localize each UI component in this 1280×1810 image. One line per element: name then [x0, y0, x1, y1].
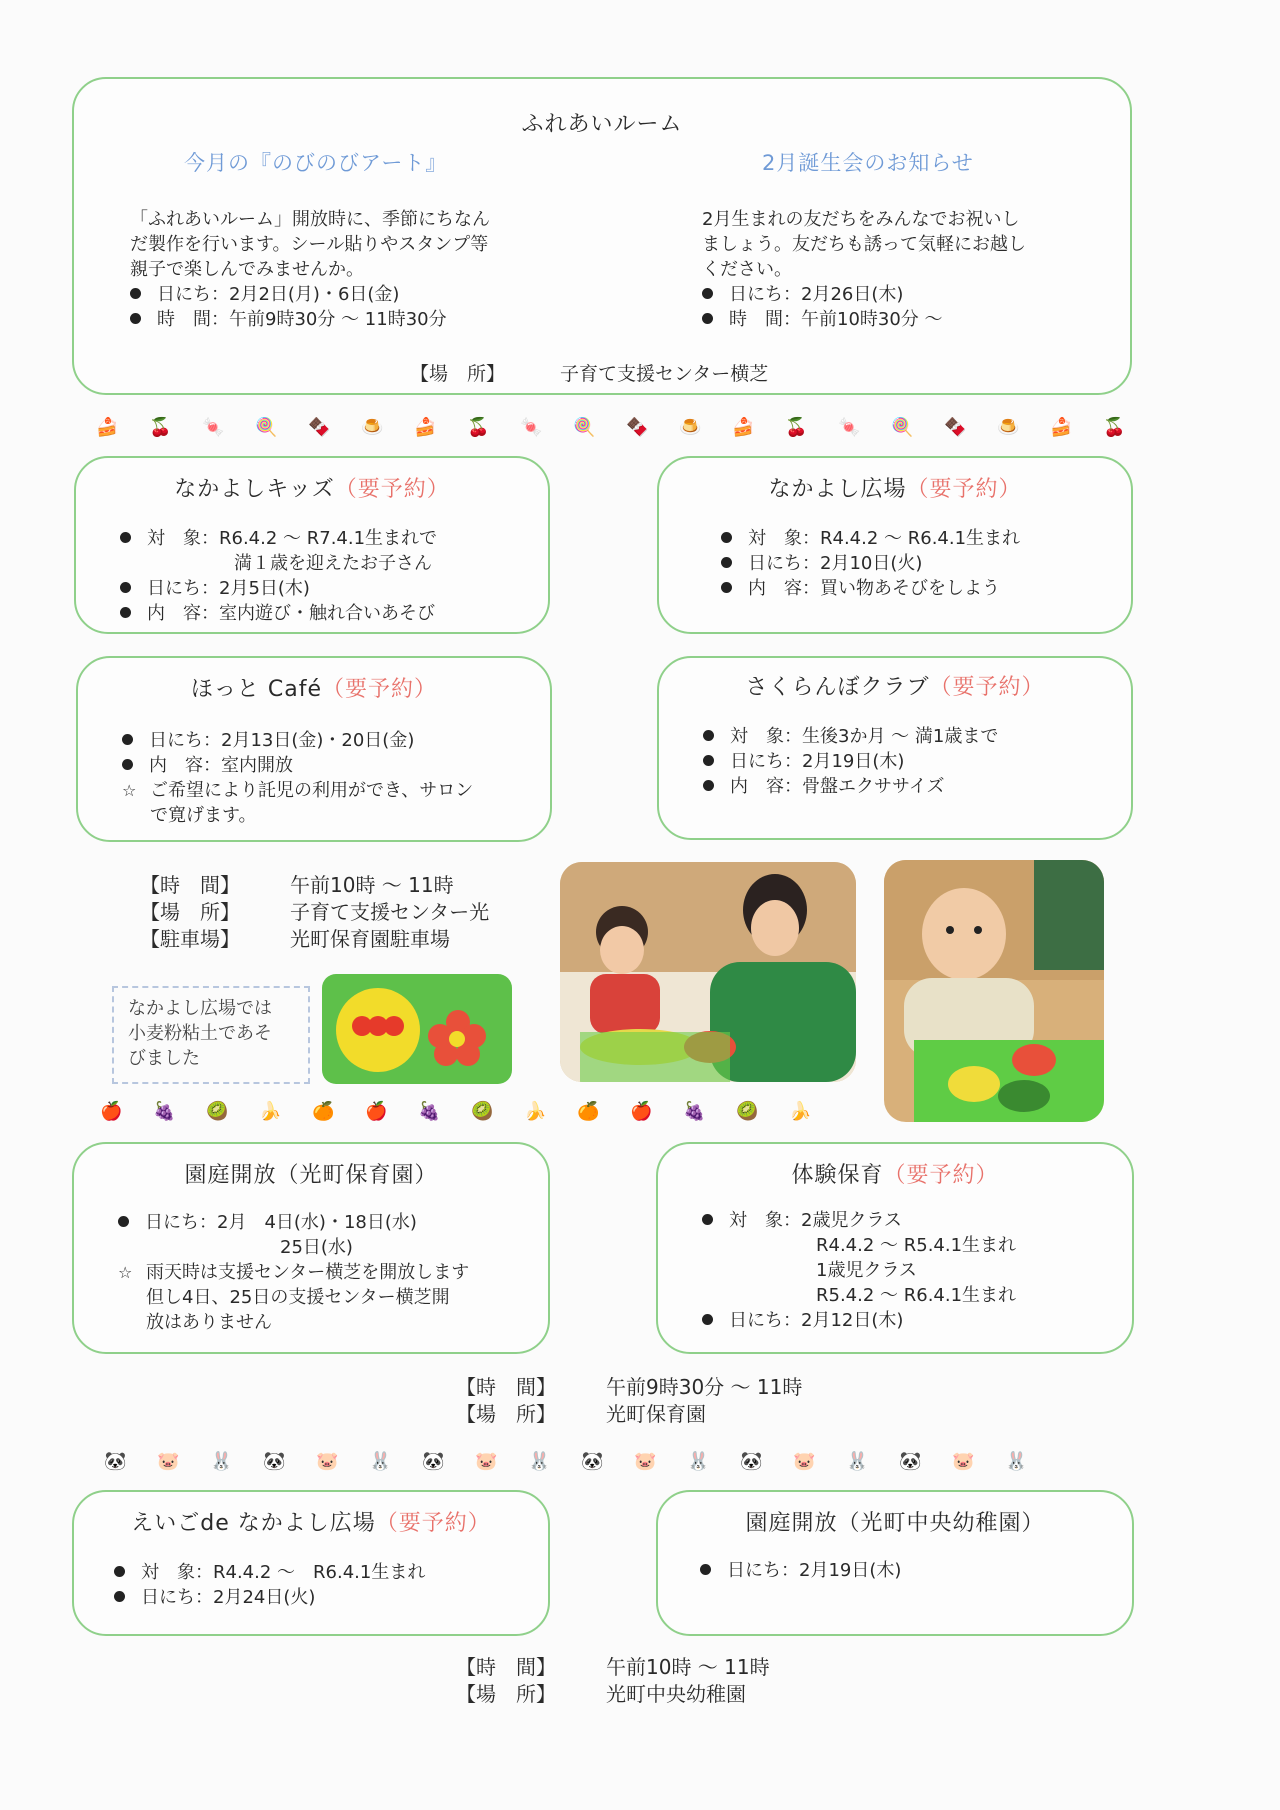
- animal-icon: 🐷: [157, 1451, 180, 1472]
- bullet-icon: [700, 1564, 711, 1575]
- sweets-icon: 🍒: [785, 417, 808, 438]
- sweets-icon: 🍰: [732, 417, 755, 438]
- taiken-hoiku-title: 体験保育（要予約）: [791, 1163, 999, 1188]
- fruit-icon: 🍊: [312, 1101, 335, 1122]
- fruits-decoration-row: [100, 1098, 842, 1126]
- boy-photo: [884, 860, 1104, 1122]
- sweets-icon: 🍭: [573, 417, 596, 438]
- fruit-icon: 🍎: [630, 1101, 653, 1122]
- animal-icon: 🐰: [846, 1451, 869, 1472]
- animal-icon: 🐰: [369, 1451, 392, 1472]
- nakayoshi-hiroba-box: なかよし広場（要予約） 対 象：R4.4.2 ～ R6.4.1生まれ 日にち：2月10日(火) 内 容：買い物あそびをしよう: [657, 456, 1133, 634]
- fruit-icon: 🍌: [789, 1101, 812, 1122]
- sweets-icon: 🍭: [255, 417, 278, 438]
- entei-youchien-title: 園庭開放（光町中央幼稚園）: [745, 1511, 1045, 1536]
- sweets-icon: 🍰: [1050, 417, 1073, 438]
- fruit-icon: 🥝: [736, 1101, 759, 1122]
- mother-child-photo: [560, 862, 856, 1082]
- clay-craft-photo: [322, 974, 512, 1084]
- bullet-icon: [702, 313, 713, 324]
- sweets-icon: 🍭: [891, 417, 914, 438]
- birthday-heading: 2月誕生会のお知らせ: [762, 151, 974, 175]
- bullet-icon: [122, 734, 133, 745]
- nakayoshi-kids-box: なかよしキッズ（要予約） 対 象：R6.4.2 ～ R7.4.1生まれで 満１歳を迎えたお子さん 日にち：2月5日(木) 内 容：室内遊び・触れ合いあそび: [74, 456, 550, 634]
- animal-icon: 🐷: [952, 1451, 975, 1472]
- hotto-cafe-title: ほっと Café（要予約）: [190, 677, 438, 702]
- sweets-icon: 🍮: [997, 417, 1020, 438]
- sweets-decoration-row: [96, 414, 1156, 442]
- nobinobi-art-body: 「ふれあいルーム」開放時に、季節にちなん だ製作を行います。シール貼りやスタンプ等 親子で楽しんでみませんか。 日にち：2月2日(月)・6日(金) 時 間：午前9時30分 ～ 11時30分: [130, 209, 490, 330]
- sweets-icon: 🍫: [944, 417, 967, 438]
- fruit-icon: 🍌: [524, 1101, 547, 1122]
- hoikuen-info: 【時 間】 午前9時30分 ～ 11時 【場 所】 光町保育園: [456, 1375, 803, 1426]
- bullet-icon: [130, 288, 141, 299]
- birthday-body: 2月生まれの友だちをみんなでお祝いし ましょう。友だちも誘って気軽にお越し ください。 日にち：2月26日(木) 時 間：午前10時30分 ～: [702, 209, 1026, 330]
- nakayoshi-hiroba-title: なかよし広場（要予約）: [768, 477, 1022, 502]
- sweets-icon: 🍫: [626, 417, 649, 438]
- sweets-icon: 🍮: [361, 417, 384, 438]
- eigo-nakayoshi-title: えいごde なかよし広場（要予約）: [131, 1511, 491, 1536]
- bullet-icon: [702, 1314, 713, 1325]
- bullet-icon: [114, 1566, 125, 1577]
- fureai-room-title: ふれあいルーム: [521, 112, 683, 137]
- animal-icon: 🐼: [740, 1451, 763, 1472]
- bullet-icon: [702, 288, 713, 299]
- nobinobi-art-heading: 今月の『のびのびアート』: [184, 151, 448, 175]
- sweets-icon: 🍫: [308, 417, 331, 438]
- fruit-icon: 🍇: [418, 1101, 441, 1122]
- bullet-icon: [120, 582, 131, 593]
- clay-photo-caption: なかよし広場では 小麦粉粘土であそ びました: [112, 986, 310, 1084]
- hotto-cafe-box: ほっと Café（要予約） 日にち：2月13日(金)・20日(金) 内 容：室内開放 ☆ ご希望により託児の利用ができ、サロン で寛げます。: [76, 656, 552, 842]
- star-icon: ☆: [122, 781, 137, 800]
- animal-icon: 🐷: [634, 1451, 657, 1472]
- entei-hoikuen-box: 園庭開放（光町保育園） 日にち：2月 4日(水)・18日(水) 25日(水) ☆ 雨天時は支援センター横芝を開放します 但し4日、25日の支援センター横芝開 放はありません: [72, 1142, 550, 1354]
- star-icon: ☆: [118, 1263, 133, 1282]
- animal-icon: 🐰: [528, 1451, 551, 1472]
- fruit-icon: 🍊: [577, 1101, 600, 1122]
- youchien-info: 【時 間】 午前10時 ～ 11時 【場 所】 光町中央幼稚園: [456, 1655, 770, 1706]
- animal-icon: 🐼: [104, 1451, 127, 1472]
- bullet-icon: [702, 1214, 713, 1225]
- animal-icon: 🐰: [687, 1451, 710, 1472]
- sweets-icon: 🍬: [838, 417, 861, 438]
- animal-icon: 🐼: [263, 1451, 286, 1472]
- fureai-place: 【場 所】 子育て支援センター横芝: [410, 363, 769, 385]
- bullet-icon: [703, 755, 714, 766]
- sweets-icon: 🍬: [520, 417, 543, 438]
- animal-icon: 🐼: [581, 1451, 604, 1472]
- nakayoshi-kids-title: なかよしキッズ（要予約）: [174, 477, 450, 502]
- animal-icon: 🐷: [316, 1451, 339, 1472]
- fruit-icon: 🍎: [365, 1101, 388, 1122]
- bullet-icon: [721, 532, 732, 543]
- bullet-icon: [703, 780, 714, 791]
- bullet-icon: [721, 582, 732, 593]
- fruit-icon: 🍇: [153, 1101, 176, 1122]
- fruit-icon: 🥝: [206, 1101, 229, 1122]
- eigo-nakayoshi-box: えいごde なかよし広場（要予約） 対 象：R4.4.2 ～ R6.4.1生まれ 日にち：2月24日(火): [72, 1490, 550, 1636]
- sweets-icon: 🍒: [149, 417, 172, 438]
- sweets-icon: 🍮: [679, 417, 702, 438]
- sweets-icon: 🍰: [96, 417, 119, 438]
- bullet-icon: [120, 532, 131, 543]
- fureai-room-box: [72, 77, 1132, 395]
- fruit-icon: 🥝: [471, 1101, 494, 1122]
- animals-decoration-row: [104, 1448, 1058, 1476]
- animal-icon: 🐼: [899, 1451, 922, 1472]
- sakuranbo-club-box: さくらんぼクラブ（要予約） 対 象：生後3か月 ～ 満1歳まで 日にち：2月19日(木) 内 容：骨盤エクササイズ: [657, 656, 1133, 840]
- sweets-icon: 🍒: [1103, 417, 1126, 438]
- entei-hoikuen-title: 園庭開放（光町保育園）: [184, 1163, 438, 1188]
- bullet-icon: [114, 1591, 125, 1602]
- sweets-icon: 🍰: [414, 417, 437, 438]
- sakuranbo-club-title: さくらんぼクラブ（要予約）: [745, 675, 1045, 700]
- sweets-icon: 🍒: [467, 417, 490, 438]
- bullet-icon: [703, 730, 714, 741]
- fruit-icon: 🍌: [259, 1101, 282, 1122]
- bullet-icon: [120, 607, 131, 618]
- bullet-icon: [118, 1216, 129, 1227]
- bullet-icon: [122, 759, 133, 770]
- fruit-icon: 🍇: [683, 1101, 706, 1122]
- animal-icon: 🐰: [1005, 1451, 1028, 1472]
- bullet-icon: [721, 557, 732, 568]
- animal-icon: 🐷: [475, 1451, 498, 1472]
- taiken-hoiku-box: 体験保育（要予約） 対 象：2歳児クラス R4.4.2 ～ R5.4.1生まれ 1歳児クラス R5.4.2 ～ R6.4.1生まれ 日にち：2月12日(木): [656, 1142, 1134, 1354]
- entei-youchien-box: 園庭開放（光町中央幼稚園） 日にち：2月19日(木): [656, 1490, 1134, 1636]
- bullet-icon: [130, 313, 141, 324]
- animal-icon: 🐰: [210, 1451, 233, 1472]
- animal-icon: 🐼: [422, 1451, 445, 1472]
- hikari-center-info: 【時 間】 午前10時 ～ 11時 【場 所】 子育て支援センター光 【駐車場】 光町保育園駐車場: [140, 873, 490, 951]
- animal-icon: 🐷: [793, 1451, 816, 1472]
- fruit-icon: 🍎: [100, 1101, 123, 1122]
- sweets-icon: 🍬: [202, 417, 225, 438]
